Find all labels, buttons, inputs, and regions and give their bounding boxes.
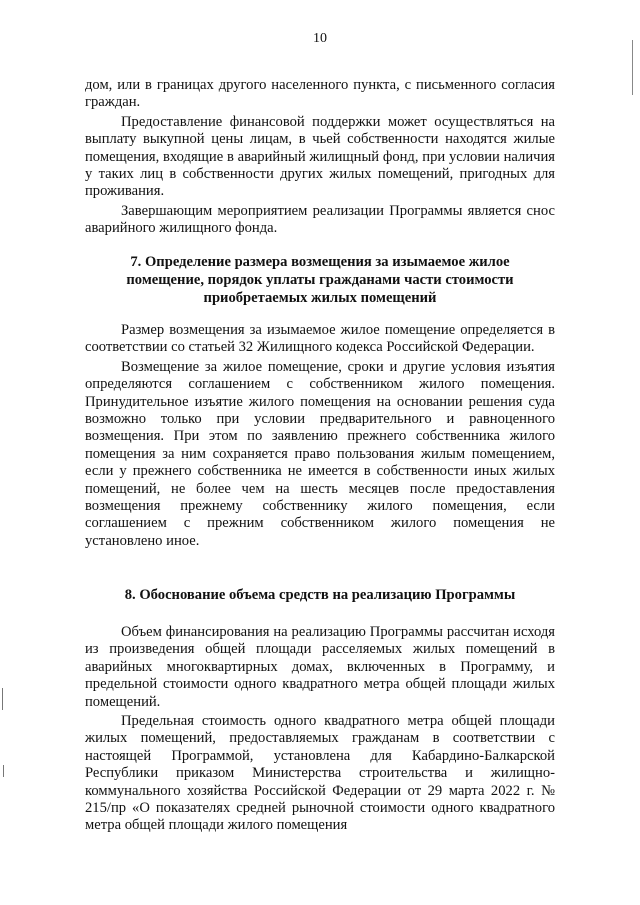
section-8-body — [85, 624, 555, 837]
paragraph-financing-volume: Объем финансирования на реализацию Программы рассчитан исходя из произведения общей площади расселяемых жилых помещений в аварийных многоквартирных домах, включенных в Программу, и предельной стоимости одного квадратного метра общей площади жилых помещений. — [85, 624, 555, 710]
paragraph-compensation-terms: Возмещение за жилое помещение, сроки и другие условия изъятия определяются соглашением с собственником жилого помещения. Принудительное изъятие жилого помещения на основании решения суда возможно только при условии предварительного и равноценного возмещения. При этом по заявлению прежнего собственника жилого помещения за ним сохраняется право пользования жилым помещением, если у прежнего собственника не имеется в собственности иных жилых помещений, не более чем на шесть месяцев после предоставления возмещения прежнему собственнику жилого помещения, если соглашением с прежним собственником жилого помещения не установлено иное. — [85, 358, 555, 549]
paragraph-continuation: дом, или в границах другого населенного пункта, с письменного согласия граждан. — [85, 77, 555, 111]
intro-block — [85, 77, 555, 240]
section-7-heading — [85, 253, 555, 307]
scan-edge-mark-left-2 — [3, 765, 4, 777]
section-7-heading-line-2: помещение, порядок уплаты гражданами части стоимости — [126, 272, 514, 288]
section-7-body — [85, 322, 555, 552]
section-8-heading: 8. Обоснование объема средств на реализацию Программы — [124, 587, 516, 603]
paragraph-max-cost: Предельная стоимость одного квадратного метра общей площади жилых помещений, предоставляемых гражданам в соответствии с настоящей Программой, установлена для Кабардино-Балкарской Республики приказом Министерства строительства и жилищно-коммунального хозяйства Российской Федерации от 29 марта 2022 г. № 215/пр «О показателях средней рыночной стоимости одного квадратного метра общей площади жилого помещения — [85, 713, 555, 834]
paragraph-financial-support: Предоставление финансовой поддержки может осуществляться на выплату выкупной цены лицам, в чьей собственности находятся жилые помещения, входящие в аварийный жилищный фонд, при условии наличия у таких лиц в собственности других жилых помещений, пригодных для проживания. — [85, 113, 555, 200]
section-7-heading-line-1: 7. Определение размера возмещения за изымаемое жилое — [130, 254, 510, 270]
paragraph-compensation-size: Размер возмещения за изымаемое жилое помещение определяется в соответствии со статьей 32 Жилищного кодекса Российской Федерации. — [85, 322, 555, 356]
section-7-heading-line-3: приобретаемых жилых помещений — [203, 290, 437, 306]
scan-edge-mark-left — [2, 688, 3, 710]
paragraph-demolition: Завершающим мероприятием реализации Программы является снос аварийного жилищного фонда. — [85, 202, 555, 237]
page-number: 10 — [313, 31, 327, 46]
scan-edge-mark — [632, 40, 633, 95]
